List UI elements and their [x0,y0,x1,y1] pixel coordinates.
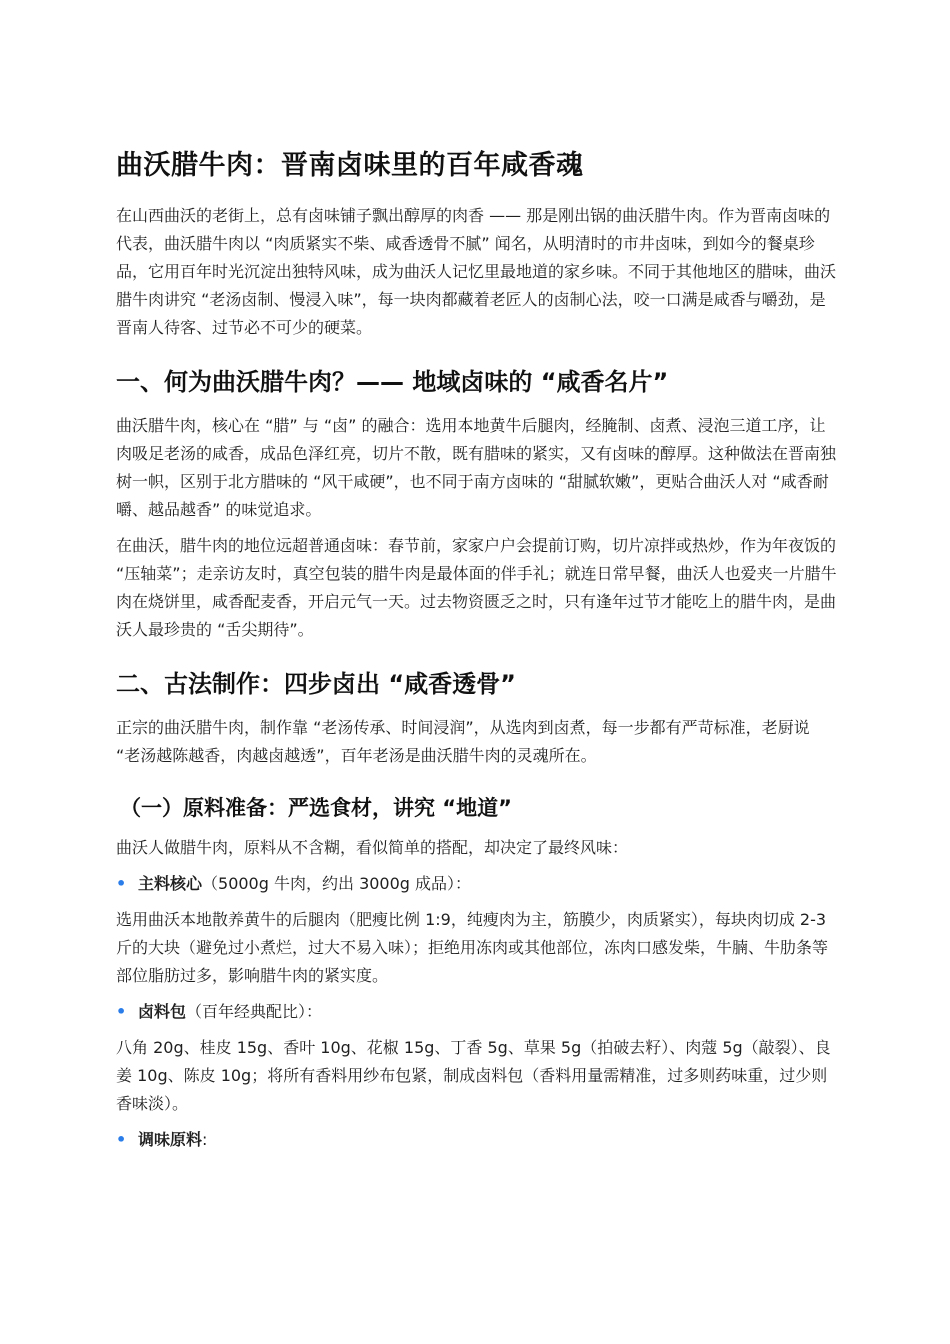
list-item-label: 主料核心 [138,874,203,893]
list-item-note: （百年经典配比）： [186,1002,323,1021]
page-title: 曲沃腊牛肉：晋南卤味里的百年咸香魂 [116,150,584,181]
list-item-label: 卤料包 [138,1002,187,1021]
subsection-1-heading: （一）原料准备：严选食材，讲究 “地道” [120,796,512,820]
list-item-note: （5000g 牛肉，约出 3000g 成品）： [202,874,472,893]
list-item-label: 调味原料 [138,1130,203,1149]
section-1-paragraph-2: 在曲沃，腊牛肉的地位远超普通卤味：春节前，家家户户会提前订购，切片凉拌或热炒，作为年夜饭的 “压轴菜”；走亲访友时，真空包装的腊牛肉是最体面的伴手礼；就连日常早餐，曲沃人也爱夹一片腊牛肉在烧饼里，咸香配麦香，开启元气一天。过去物资匮乏之时，只有逢年过节才能吃上的腊牛肉，是曲沃人最珍贵的 “舌尖期待”。 [116,536,837,639]
section-2-paragraph-1: 正宗的曲沃腊牛肉，制作靠 “老汤传承、时间浸润”，从选肉到卤煮，每一步都有严苛标准，老厨说 “老汤越陈越香，肉越卤越透”，百年老汤是曲沃腊牛肉的灵魂所在。 [116,718,810,765]
section-2-heading: 二、古法制作：四步卤出 “咸香透骨” [116,670,516,698]
section-1-heading: 一、何为曲沃腊牛肉？—— 地域卤味的 “咸香名片” [116,368,669,396]
intro-paragraph: 在山西曲沃的老街上，总有卤味铺子飘出醇厚的肉香 —— 那是刚出锅的曲沃腊牛肉。作为晋南卤味的代表，曲沃腊牛肉以 “肉质紧实不柴、咸香透骨不腻” 闻名，从明清时的市井卤味，到如今的餐桌珍品，它用百年时光沉淀出独特风味，成为曲沃人记忆里最地道的家乡味。不同于其他地区的腊味，曲沃腊牛肉讲究 “老汤卤制、慢浸入味”，每一块肉都藏着老匠人的卤制心法，咬一口满是咸香与嚼劲，是晋南人待客、过节必不可少的硬菜。 [116,206,837,337]
section-1-paragraph-1: 曲沃腊牛肉，核心在 “腊” 与 “卤” 的融合：选用本地黄牛后腿肉，经腌制、卤煮、浸泡三道工序，让肉吸足老汤的咸香，成品色泽红亮，切片不散，既有腊味的紧实，又有卤味的醇厚。这种做法在晋南独树一帜，区别于北方腊味的 “风干咸硬”，也不同于南方卤味的 “甜腻软嫩”，更贴合曲沃人对 “咸香耐嚼、越品越香” 的味觉追求。 [116,416,837,519]
list-item-seasoning [116,1126,838,1154]
document-page [116,146,838,1162]
list-item-detail: 八角 20g、桂皮 15g、香叶 10g、花椒 15g、丁香 5g、草果 5g（拍破去籽）、肉蔻 5g（敲裂）、良姜 10g、陈皮 10g；将所有香料用纱布包紧，制成卤料包（香料用量需精准，过多则药味重，过少则香味淡）。 [116,1038,831,1113]
list-item-main-ingredient [116,870,838,898]
list-item-note: : [202,1130,208,1149]
bullet-icon: • [116,1130,127,1149]
subsection-1-intro: 曲沃人做腊牛肉，原料从不含糊，看似简单的搭配，却决定了最终风味： [116,838,629,857]
list-item-detail: 选用曲沃本地散养黄牛的后腿肉（肥瘦比例 1:9，纯瘦肉为主，筋膜少，肉质紧实），每块肉切成 2-3 斤的大块（避免过小煮烂，过大不易入味）；拒绝用冻肉或其他部位，冻肉口感发柴，牛腩、牛肋条等部位脂肪过多，影响腊牛肉的紧实度。 [116,910,829,985]
bullet-icon: • [116,1002,127,1021]
bullet-icon: • [116,874,127,893]
list-item-spice-pack [116,998,838,1026]
